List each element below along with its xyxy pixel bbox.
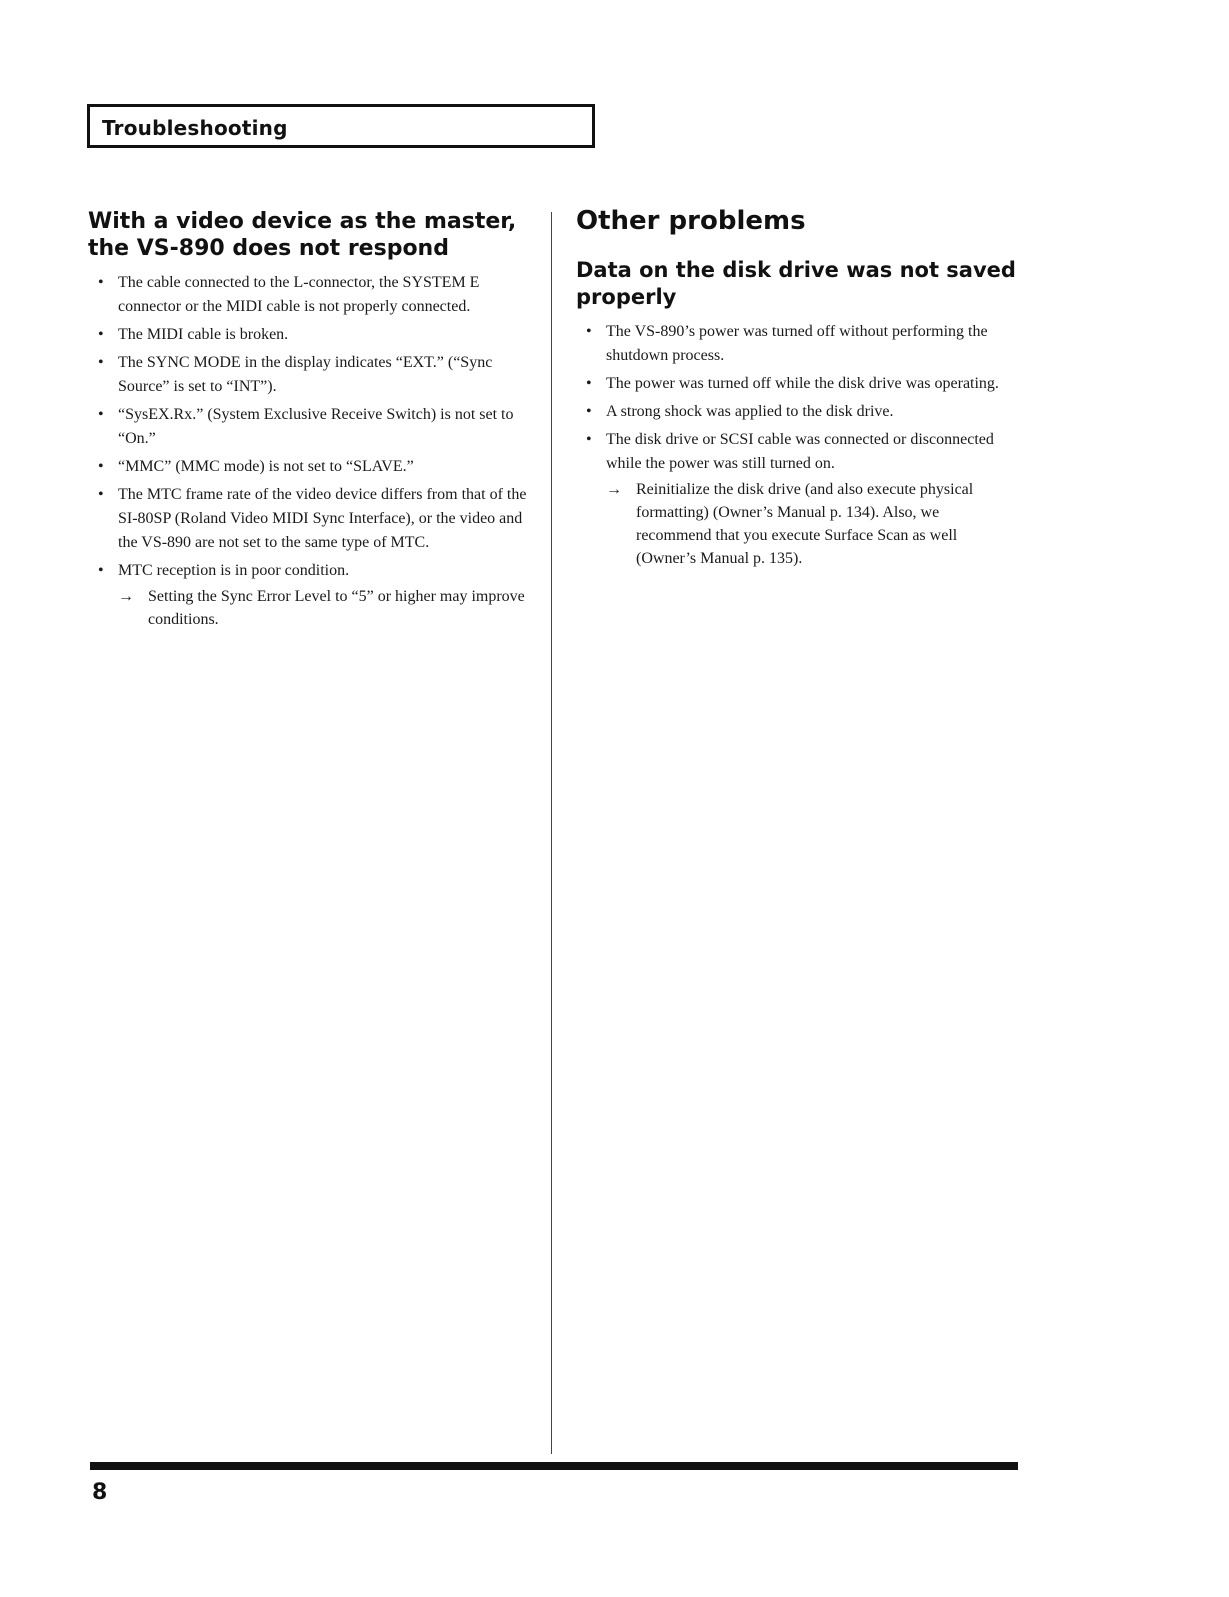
list-item-text: “SysEX.Rx.” (System Exclusive Receive Switch) is not set to “On.” [118,406,514,447]
list-item-text: “MMC” (MMC mode) is not set to “SLAVE.” [118,458,414,475]
list-item [88,271,533,319]
bullet-icon: • [586,323,592,340]
footer-rule [90,1462,1018,1470]
list-item [576,400,1016,424]
arrow-right-icon: → [118,588,134,605]
left-bullet-list [88,271,533,631]
page-number: 8 [92,1480,108,1505]
list-item [88,323,533,347]
bullet-icon: • [98,326,104,343]
list-item [88,455,533,479]
right-bullet-list [576,320,1016,570]
bullet-icon: • [98,458,104,475]
bullet-icon: • [586,403,592,420]
list-item [88,559,533,631]
list-item [88,403,533,451]
remedy-text: Setting the Sync Error Level to “5” or higher may improve conditions. [148,588,525,628]
list-item-text: The MIDI cable is broken. [118,326,289,343]
list-item [88,351,533,399]
list-item-text: The disk drive or SCSI cable was connected or disconnected while the power was still turned on. [606,431,994,472]
list-item-text: The SYNC MODE in the display indicates “EXT.” (“Sync Source” is set to “INT”). [118,354,493,395]
list-item [576,320,1016,368]
list-item [88,483,533,555]
remedy-text: Reinitialize the disk drive (and also execute physical formatting) (Owner’s Manual p. 134). Also, we recommend that you execute Surface Scan as well (Owner’s Manual p. 135). [636,481,974,567]
list-item-text: The power was turned off while the disk drive was operating. [606,375,999,392]
section-header-title: Troubleshooting [102,116,288,140]
bullet-icon: • [98,354,104,371]
column-divider [551,212,552,1454]
bullet-icon: • [98,486,104,503]
bullet-icon: • [98,562,104,579]
left-section-heading: With a video device as the master, the VS-890 does not respond [88,209,517,261]
bullet-icon: • [98,406,104,423]
right-subheading: Data on the disk drive was not saved properly [576,258,1016,309]
list-item [576,428,1016,570]
remedy-item [606,478,1016,570]
bullet-icon: • [586,375,592,392]
arrow-right-icon: → [606,481,622,498]
list-item-text: The VS-890’s power was turned off without performing the shutdown process. [606,323,988,364]
section-header-box [87,104,595,148]
bullet-icon: • [586,431,592,448]
list-item [576,372,1016,396]
right-section-title: Other problems [576,206,806,236]
list-item-text: The MTC frame rate of the video device differs from that of the SI-80SP (Roland Video MIDI Sync Interface), or the video and the VS-890 are not set to the same type of MTC. [118,486,527,551]
list-item-text: MTC reception is in poor condition. [118,562,350,579]
list-item-text: The cable connected to the L-connector, the SYSTEM E connector or the MIDI cable is not properly connected. [118,274,480,315]
bullet-icon: • [98,274,104,291]
remedy-item [118,585,533,631]
list-item-text: A strong shock was applied to the disk drive. [606,403,894,420]
left-column [88,208,533,635]
right-column [576,205,1016,574]
